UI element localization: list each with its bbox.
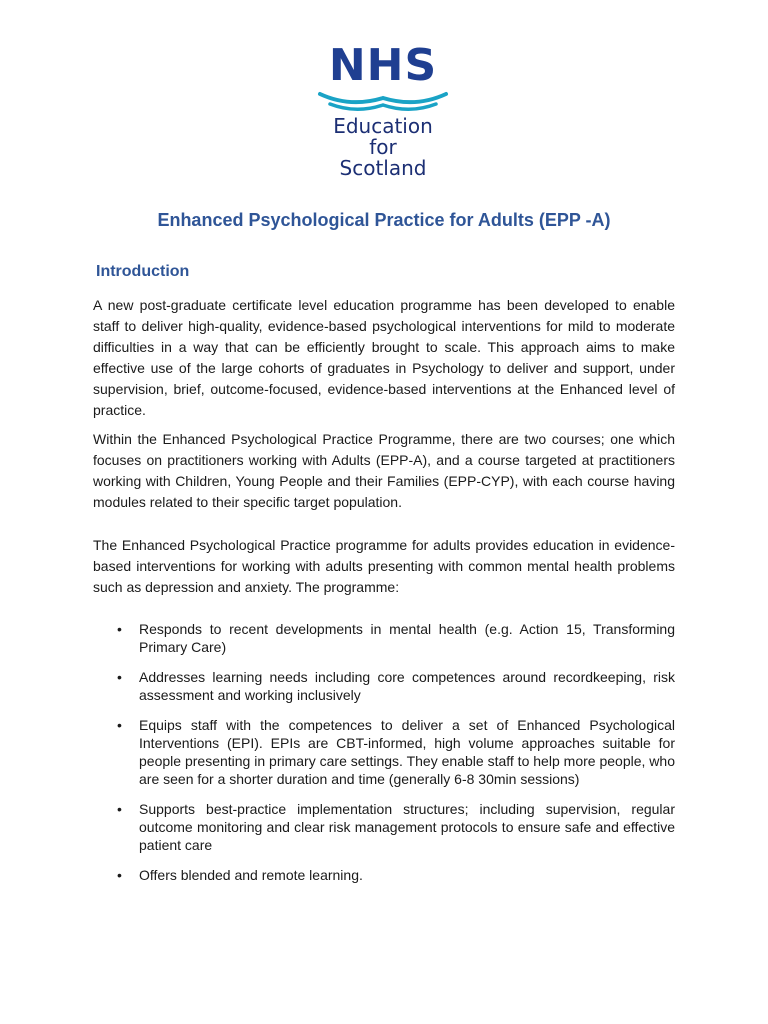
bullet-item: [93, 668, 675, 704]
logo-wave-icon: [316, 88, 450, 116]
section-heading-introduction: Introduction: [96, 263, 190, 280]
programme-bullet-list: [93, 620, 675, 896]
nhs-education-scotland-logo: [308, 40, 458, 180]
bullet-text: Offers blended and remote learning.: [139, 867, 363, 883]
logo-line-for: for: [369, 135, 397, 159]
bullet-text: Equips staff with the competences to deliver a set of Enhanced Psychological Interventions (EPI). EPIs are CBT-informed, high volume approaches suitable for people presenting in primary care settings. They enable staff to help more people, who are seen for a shorter duration and time (generally 6-8 30min sessions): [139, 717, 675, 787]
bullet-text: Supports best-practice implementation structures; including supervision, regular outcome monitoring and clear risk management protocols to ensure safe and effective patient care: [139, 801, 675, 853]
logo-nhs-text: NHS: [328, 40, 438, 91]
bullet-text: Responds to recent developments in mental health (e.g. Action 15, Transforming Primary Care): [139, 621, 675, 655]
bullet-item: [93, 866, 675, 884]
bullet-item: [93, 620, 675, 656]
bullet-icon: •: [117, 717, 122, 733]
logo-line-education: Education: [333, 114, 433, 138]
bullet-item: [93, 800, 675, 854]
bullet-icon: •: [117, 669, 122, 685]
logo-line-scotland: Scotland: [339, 156, 427, 180]
bullet-item: [93, 716, 675, 788]
bullet-icon: •: [117, 867, 122, 883]
paragraph-2: Within the Enhanced Psychological Practice Programme, there are two courses; one which focuses on practitioners working with Adults (EPP-A), and a course targeted at practitioners working with Children, Young People and their Families (EPP-CYP), with each course having modules related to their specific target population.: [93, 431, 675, 510]
paragraph-1: A new post-graduate certificate level education programme has been developed to enable staff to deliver high-quality, evidence-based psychological interventions for mild to moderate difficulties in a way that can be efficiently brought to scale. This approach aims to make effective use of the large cohorts of graduates in Psychology to deliver and support, under supervision, brief, outcome-focused, evidence-based interventions at the Enhanced level of practice.: [93, 297, 675, 418]
document-title: Enhanced Psychological Practice for Adults (EPP -A): [157, 210, 611, 230]
bullet-icon: •: [117, 801, 122, 817]
bullet-text: Addresses learning needs including core competences around recordkeeping, risk assessment and working inclusively: [139, 669, 675, 703]
paragraph-3: The Enhanced Psychological Practice programme for adults provides education in evidence-based interventions for working with adults presenting with common mental health problems such as depression and anxiety. The programme:: [93, 537, 675, 595]
bullet-icon: •: [117, 621, 122, 637]
